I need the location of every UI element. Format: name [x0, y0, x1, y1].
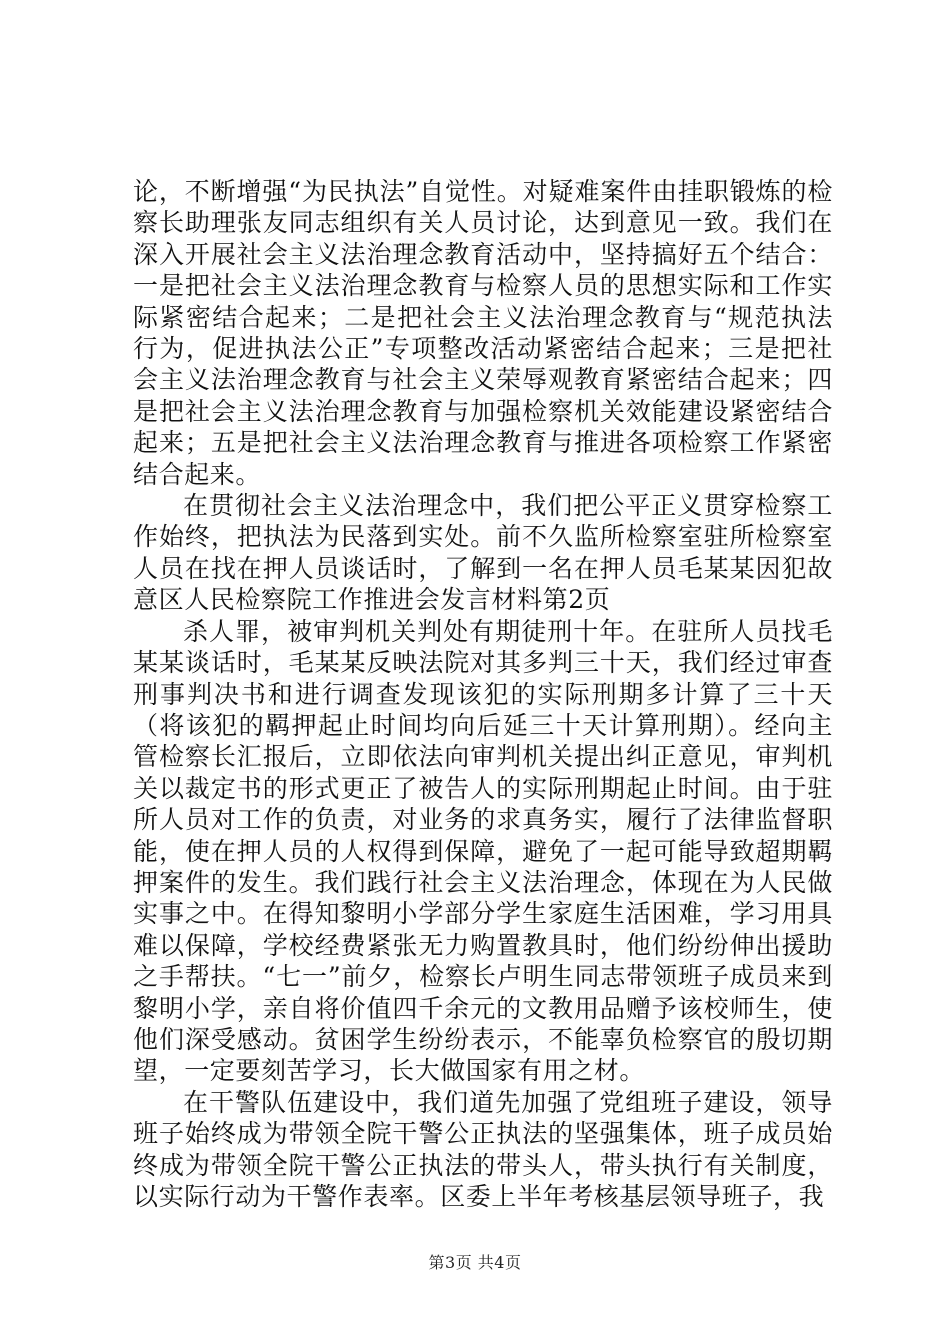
paragraph-2: 在贯彻社会主义法治理念中，我们把公平正义贯穿检察工作始终，把执法为民落到实处。前不久监所检察室驻所检察室人员在找在押人员谈话时，了解到一名在押人员毛某某因犯故意区人民检察院工作推进会发言材料第2页 — [133, 491, 833, 615]
paragraph-4: 在干警队伍建设中，我们道先加强了党组班子建设，领导班子始终成为带领全院干警公正执法的坚强集体，班子成员始终成为带领全院干警公正执法的带头人，带头执行有关制度，以实际行动为干警作表率。区委上半年考核基层领导班子，我 — [133, 1087, 833, 1211]
paragraph-3: 杀人罪，被审判机关判处有期徒刑十年。在驻所人员找毛某某谈话时，毛某某反映法院对其多判三十天，我们经过审查刑事判决书和进行调查发现该犯的实际刑期多计算了三十天（将该犯的羁押起止时间均向后延三十天计算刑期）。经向主管检察长汇报后，立即依法向审判机关提出纠正意见，审判机关以裁定书的形式更正了被告人的实际刑期起止时间。由于驻所人员对工作的负责，对业务的求真务实，履行了法律监督职能，使在押人员的人权得到保障，避免了一起可能导致超期羁押案件的发生。我们践行社会主义法治理念，体现在为人民做实事之中。在得知黎明小学部分学生家庭生活困难，学习用具难以保障，学校经费紧张无力购置教具时，他们纷纷伸出援助之手帮扶。“七一”前夕，检察长卢明生同志带领班子成员来到黎明小学，亲自将价值四千余元的文教用品赠予该校师生，使他们深受感动。贫困学生纷纷表示，不能辜负检察官的殷切期望，一定要刻苦学习，长大做国家有用之材。 — [133, 616, 833, 1086]
page-number-footer: 第3页 共4页 — [428, 1253, 522, 1272]
document-body — [133, 176, 833, 1212]
paragraph-1: 论，不断增强“为民执法”自觉性。对疑难案件由挂职锻炼的检察长助理张友同志组织有关人员讨论，达到意见一致。我们在深入开展社会主义法治理念教育活动中，坚持搞好五个结合：一是把社会主义法治理念教育与检察人员的思想实际和工作实际紧密结合起来；二是把社会主义法治理念教育与“规范执法行为，促进执法公正”专项整改活动紧密结合起来；三是把社会主义法治理念教育与社会主义荣辱观教育紧密结合起来；四是把社会主义法治理念教育与加强检察机关效能建设紧密结合起来；五是把社会主义法治理念教育与推进各项检察工作紧密结合起来。 — [133, 177, 833, 489]
